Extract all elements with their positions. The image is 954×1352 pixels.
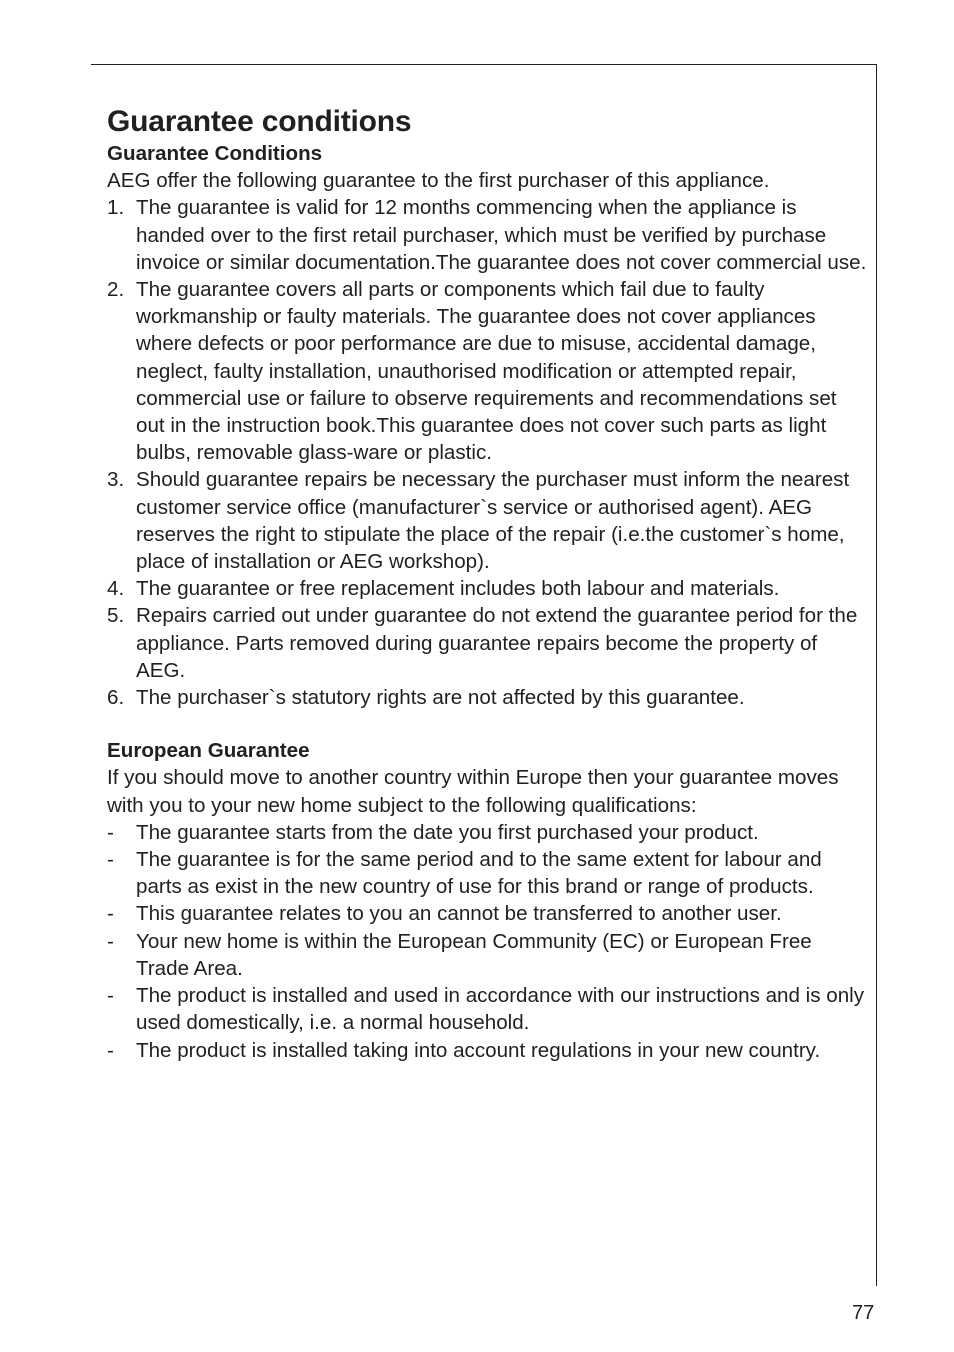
item-marker: 4.	[107, 577, 125, 601]
item-text: The product is installed and used in accordance with our instructions and is only used domestically, i.e. a normal household.	[136, 984, 865, 1035]
item-text: The guarantee or free replacement includes both labour and materials.	[136, 577, 780, 601]
european-guarantee-heading: European Guarantee	[107, 739, 310, 763]
list-item	[107, 982, 867, 1036]
list-item	[107, 575, 867, 602]
european-guarantee-list	[107, 819, 867, 1064]
item-marker: 1.	[107, 196, 125, 220]
item-marker: -	[107, 1038, 114, 1062]
item-marker: -	[107, 848, 114, 872]
page-title: Guarantee conditions	[107, 105, 412, 138]
item-text: The product is installed taking into account regulations in your new country.	[136, 1038, 821, 1062]
list-item	[107, 276, 867, 466]
item-marker: -	[107, 820, 114, 844]
guarantee-conditions-list	[107, 194, 867, 711]
item-marker: 2.	[107, 278, 125, 302]
item-text: Repairs carried out under guarantee do not extend the guarantee period for the appliance. Parts removed during guarantee repairs become the property of AEG.	[136, 604, 858, 682]
european-intro: If you should move to another country within Europe then your guarantee moves with you to your new home subject to the following qualifications:	[107, 766, 839, 817]
list-item	[107, 846, 867, 900]
item-text: The guarantee is valid for 12 months commencing when the appliance is handed over to the first retail purchaser, which must be verified by purchase invoice or similar documentation.The guarantee does not cover commercial use.	[136, 196, 867, 274]
item-marker: 5.	[107, 604, 125, 628]
list-item	[107, 602, 867, 684]
list-item	[107, 684, 867, 711]
item-marker: 6.	[107, 686, 125, 710]
item-marker: -	[107, 902, 114, 926]
item-marker: -	[107, 929, 114, 953]
list-item	[107, 466, 867, 575]
item-text: The guarantee starts from the date you first purchased your product.	[136, 820, 759, 844]
item-text: Should guarantee repairs be necessary the purchaser must inform the nearest customer service office (manufacturer`s service or authorised agent). AEG reserves the right to stipulate the place of the repair (i.e.the customer`s home, place of installation or AEG workshop).	[136, 468, 850, 574]
item-text: This guarantee relates to you an cannot be transferred to another user.	[136, 902, 782, 926]
guarantee-intro: AEG offer the following guarantee to the first purchaser of this appliance.	[107, 169, 770, 193]
guarantee-conditions-heading: Guarantee Conditions	[107, 142, 323, 165]
item-marker: -	[107, 984, 114, 1008]
list-item	[107, 819, 867, 846]
item-text: Your new home is within the European Community (EC) or European Free Trade Area.	[136, 929, 812, 980]
item-text: The guarantee is for the same period and to the same extent for labour and parts as exist in the new country of use for this brand or range of products.	[136, 848, 822, 899]
list-item	[107, 900, 867, 927]
top-rule	[91, 64, 877, 65]
item-marker: 3.	[107, 468, 125, 492]
page-number: 77	[852, 1302, 875, 1324]
list-item	[107, 1037, 867, 1064]
page-content	[107, 104, 867, 1064]
item-text: The purchaser`s statutory rights are not affected by this guarantee.	[136, 686, 745, 710]
section-spacer	[107, 711, 867, 737]
list-item	[107, 928, 867, 982]
right-rule	[876, 64, 877, 1286]
item-text: The guarantee covers all parts or components which fail due to faulty workmanship or faulty materials. The guarantee does not cover appliances where defects or poor performance are due to misuse, accidental damage, neglect, faulty installation, unauthorised modification or attempted repair, commercial use or failure to observe requirements and recommendations set out in the instruction book.This guarantee does not cover such parts as light bulbs, removable glass-ware or plastic.	[136, 278, 837, 465]
list-item	[107, 194, 867, 276]
